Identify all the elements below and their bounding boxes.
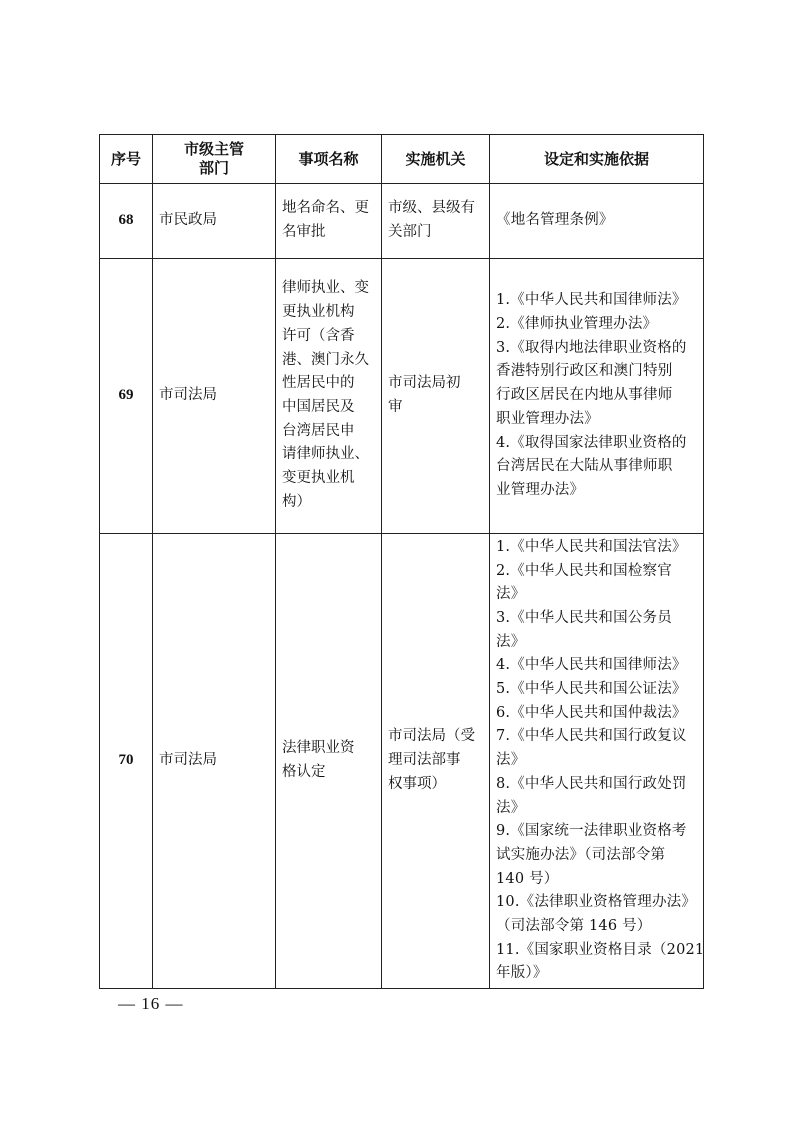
item-name-line: 台湾居民申 — [282, 422, 355, 439]
row-org — [382, 184, 490, 259]
basis-line: 法》 — [496, 633, 526, 650]
basis-line: 法》 — [496, 799, 526, 816]
item-name-line: 许可（含香 — [282, 327, 355, 344]
table-header-row — [100, 135, 704, 184]
basis-line: 《地名管理条例》 — [496, 212, 614, 229]
row-number: 69 — [100, 259, 153, 534]
header-seq: 序号 — [100, 135, 153, 184]
org-line: 权事项） — [388, 775, 446, 792]
basis-line: 4.《取得国家法律职业资格的 — [496, 434, 687, 451]
item-name-line: 律师执业、变 — [282, 280, 369, 297]
basis-line: 法》 — [496, 752, 526, 769]
basis-line: 8.《中华人民共和国行政处罚 — [496, 775, 687, 792]
row-item-name — [276, 534, 382, 989]
header-org: 实施机关 — [382, 135, 490, 184]
row-dept: 市司法局 — [153, 259, 276, 534]
row-basis — [490, 259, 704, 534]
row-dept: 市民政局 — [153, 184, 276, 259]
basis-line: 台湾居民在大陆从事律师职 — [496, 458, 673, 475]
item-name-line: 中国居民及 — [282, 399, 355, 415]
header-dept-label: 市级主管 部门 — [183, 140, 244, 177]
basis-line: 3.《取得内地法律职业资格的 — [496, 339, 687, 356]
basis-line: 11.《国家职业资格目录（2021 — [496, 941, 705, 958]
row-org — [382, 259, 490, 534]
basis-line: 10.《法律职业资格管理办法》 — [496, 894, 697, 911]
header-item: 事项名称 — [276, 135, 382, 184]
basis-line: （司法部令第 146 号） — [496, 918, 652, 935]
items-table — [99, 134, 704, 989]
row-number: 68 — [100, 184, 153, 259]
table-row — [100, 259, 704, 534]
basis-line: 5.《中华人民共和国公证法》 — [496, 681, 687, 698]
row-dept: 市司法局 — [153, 534, 276, 989]
row-number: 70 — [100, 534, 153, 989]
basis-line: 1.《中华人民共和国律师法》 — [496, 292, 687, 309]
row-item-name — [276, 259, 382, 534]
basis-line: 3.《中华人民共和国公务员 — [496, 609, 672, 626]
row-item-name — [276, 184, 382, 259]
row-basis — [490, 534, 704, 989]
item-name-line: 变更执业机 — [282, 470, 355, 487]
table-row — [100, 534, 704, 989]
basis-line: 9.《国家统一法律职业资格考 — [496, 823, 687, 840]
item-name-line: 性居民中的 — [282, 375, 355, 392]
basis-line: 业管理办法》 — [496, 481, 585, 498]
basis-line: 行政区居民在内地从事律师 — [496, 387, 673, 404]
item-name-line: 法律职业资 — [282, 740, 355, 757]
item-name-line: 请律师执业、 — [282, 446, 369, 463]
basis-line: 法》 — [496, 586, 526, 603]
item-name-line: 地名命名、更 — [282, 200, 369, 217]
header-basis: 设定和实施依据 — [490, 135, 704, 184]
table-row — [100, 184, 704, 259]
basis-line: 1.《中华人民共和国法官法》 — [496, 538, 687, 555]
org-line: 市司法局初 — [388, 375, 461, 392]
item-name-line: 格认定 — [282, 764, 326, 780]
page-number: — 16 — — [118, 994, 184, 1013]
basis-line: 140 号） — [496, 870, 559, 887]
basis-line: 2.《中华人民共和国检察官 — [496, 562, 672, 579]
item-name-line: 名审批 — [282, 224, 326, 240]
basis-line: 6.《中华人民共和国仲裁法》 — [496, 704, 687, 721]
item-name-line: 构） — [282, 493, 311, 510]
header-dept — [153, 135, 276, 184]
org-line: 市司法局（受 — [388, 728, 475, 745]
basis-line: 2.《律师执业管理办法》 — [496, 316, 658, 333]
row-org — [382, 534, 490, 989]
org-line: 审 — [388, 399, 403, 415]
org-line: 市级、县级有 — [388, 200, 475, 217]
item-name-line: 更执业机构 — [282, 304, 355, 321]
basis-line: 香港特别行政区和澳门特别 — [496, 363, 673, 380]
basis-line: 试实施办法》（司法部令第 — [496, 846, 666, 863]
org-line: 理司法部事 — [388, 752, 461, 769]
basis-line: 年版）》 — [496, 965, 548, 982]
org-line: 关部门 — [388, 224, 432, 240]
basis-line: 职业管理办法》 — [496, 410, 599, 427]
row-basis — [490, 184, 704, 259]
item-name-line: 港、澳门永久 — [282, 351, 369, 368]
basis-line: 7.《中华人民共和国行政复议 — [496, 728, 687, 745]
basis-line: 4.《中华人民共和国律师法》 — [496, 657, 687, 674]
